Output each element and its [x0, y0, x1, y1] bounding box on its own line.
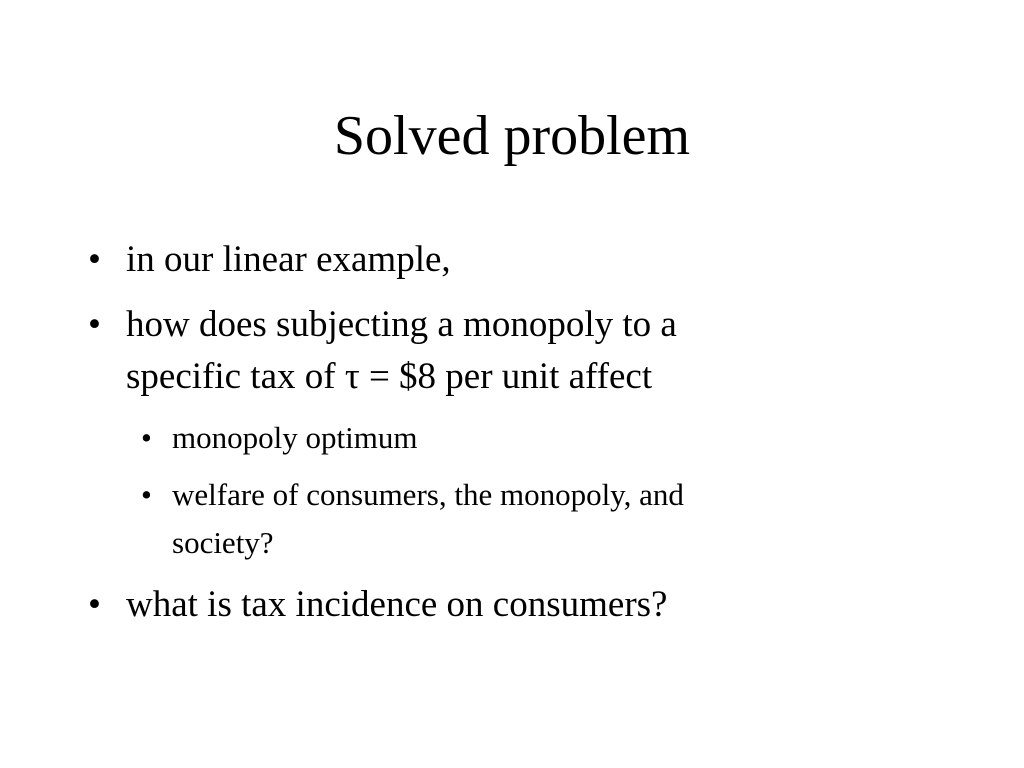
bullet-text [126, 579, 986, 631]
bullet-text-line: society? [172, 525, 274, 560]
bullet-text-line: in our linear example, [126, 239, 451, 280]
sub-bullet-icon: • [141, 477, 152, 512]
sub-bullet-text [172, 414, 972, 462]
sub-bullet-icon: • [141, 420, 152, 455]
bullet-icon: • [88, 239, 101, 280]
bullet-text [126, 234, 986, 286]
bullet-text-line: welfare of consumers, the monopoly, and [172, 477, 684, 512]
bullet-text-line: monopoly optimum [172, 420, 418, 455]
sub-bullet-text [172, 471, 972, 567]
bullet-text-line: how does subjecting a monopoly to a [126, 304, 677, 345]
bullet-icon: • [88, 304, 101, 345]
bullet-text-line: what is tax incidence on consumers? [126, 584, 668, 625]
bullet-text [126, 299, 986, 403]
slide-title: Solved problem [333, 105, 691, 167]
bullet-text-line: specific tax of τ = $8 per unit affect [126, 356, 653, 397]
bullet-icon: • [88, 584, 101, 625]
